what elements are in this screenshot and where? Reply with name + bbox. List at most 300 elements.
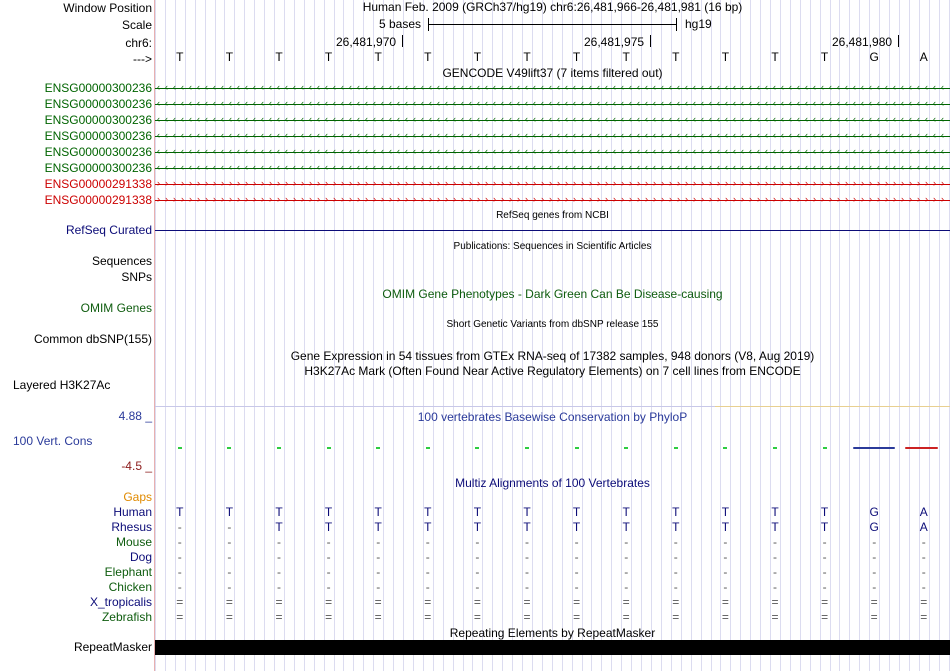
strand-chevron: ‹ <box>613 82 616 92</box>
strand-chevron: ‹ <box>917 82 920 92</box>
strand-chevron: ‹ <box>805 162 808 172</box>
strand-chevron: ‹ <box>197 146 200 156</box>
strand-chevron: ‹ <box>877 130 880 140</box>
strand-chevron: ‹ <box>333 146 336 156</box>
strand-chevron: ‹ <box>325 114 328 124</box>
strand-chevron: ‹ <box>245 146 248 156</box>
strand-chevron: › <box>829 178 832 188</box>
strand-chevron: ‹ <box>277 162 280 172</box>
strand-chevron: ‹ <box>877 82 880 92</box>
strand-chevron: › <box>413 194 416 204</box>
alignment-base: = <box>225 595 233 609</box>
strand-chevron: › <box>669 178 672 188</box>
alignment-base: = <box>821 610 829 624</box>
strand-chevron: › <box>269 178 272 188</box>
strand-chevron: ‹ <box>301 162 304 172</box>
strand-chevron: › <box>413 178 416 188</box>
strand-chevron: › <box>685 178 688 188</box>
alignment-base: = <box>523 595 531 609</box>
h3k27ac-track-title: H3K27Ac Mark (Often Found Near Active Regulatory Elements) on 7 cell lines from ENCODE <box>304 364 801 378</box>
alignment-base: T <box>672 505 680 519</box>
strand-chevron: ‹ <box>661 146 664 156</box>
sequence-base: T <box>424 50 432 64</box>
strand-chevron: ‹ <box>245 98 248 108</box>
strand-chevron: ‹ <box>693 146 696 156</box>
strand-chevron: › <box>837 194 840 204</box>
gtex-track-title: Gene Expression in 54 tissues from GTEx RNA-seq of 17382 samples, 948 donors (V8, Aug 2019) <box>290 349 815 363</box>
strand-chevron: ‹ <box>709 130 712 140</box>
strand-chevron: › <box>573 194 576 204</box>
gencode-item-label[interactable]: ENSG00000300236 <box>44 81 152 95</box>
strand-chevron: ‹ <box>773 82 776 92</box>
strand-chevron: › <box>501 178 504 188</box>
alignment-base: - <box>326 580 331 594</box>
strand-chevron: ‹ <box>685 162 688 172</box>
strand-chevron: ‹ <box>445 146 448 156</box>
strand-chevron: ‹ <box>669 130 672 140</box>
gencode-item-label[interactable]: ENSG00000300236 <box>44 145 152 159</box>
strand-chevron: ‹ <box>717 146 720 156</box>
strand-chevron: ‹ <box>885 162 888 172</box>
alignment-base: - <box>276 550 281 564</box>
alignment-base: - <box>177 565 182 579</box>
strand-chevron: ‹ <box>765 146 768 156</box>
strand-chevron: ‹ <box>453 146 456 156</box>
strand-chevron: › <box>533 194 536 204</box>
strand-chevron: ‹ <box>845 162 848 172</box>
conservation-track-label[interactable]: 100 Vert. Cons <box>13 434 93 448</box>
alignment-base: - <box>276 580 281 594</box>
gencode-item-label[interactable]: ENSG00000300236 <box>44 97 152 111</box>
alignment-base: - <box>177 580 182 594</box>
strand-chevron: ‹ <box>549 162 552 172</box>
strand-chevron: ‹ <box>917 114 920 124</box>
strand-chevron: › <box>893 194 896 204</box>
strand-chevron: ‹ <box>645 162 648 172</box>
strand-chevron: ‹ <box>829 98 832 108</box>
strand-chevron: ‹ <box>437 130 440 140</box>
strand-chevron: › <box>589 178 592 188</box>
strand-chevron: ‹ <box>629 130 632 140</box>
strand-chevron: ‹ <box>293 82 296 92</box>
strand-chevron: › <box>181 194 184 204</box>
strand-chevron: › <box>285 178 288 188</box>
strand-chevron: › <box>405 194 408 204</box>
strand-chevron: ‹ <box>573 162 576 172</box>
alignment-base: = <box>176 610 184 624</box>
conservation-track-title: 100 vertebrates Basewise Conservation by PhyloP <box>417 410 688 424</box>
alignment-base: - <box>772 535 777 549</box>
track-image-area[interactable] <box>155 0 950 671</box>
strand-chevron: ‹ <box>725 162 728 172</box>
strand-chevron: ‹ <box>189 114 192 124</box>
strand-chevron: ‹ <box>285 130 288 140</box>
strand-chevron: ‹ <box>805 82 808 92</box>
gencode-item-label[interactable]: ENSG00000300236 <box>44 113 152 127</box>
grid-line <box>949 0 950 671</box>
strand-chevron: ‹ <box>389 114 392 124</box>
strand-chevron: ‹ <box>773 114 776 124</box>
strand-chevron: ‹ <box>349 162 352 172</box>
strand-chevron: ‹ <box>421 146 424 156</box>
strand-chevron: ‹ <box>229 98 232 108</box>
strand-chevron: › <box>349 178 352 188</box>
strand-chevron: › <box>757 178 760 188</box>
strand-chevron: › <box>653 178 656 188</box>
strand-chevron: ‹ <box>813 82 816 92</box>
alignment-base: - <box>624 535 629 549</box>
strand-chevron: ‹ <box>917 98 920 108</box>
strand-chevron: › <box>317 194 320 204</box>
alignment-base: - <box>822 580 827 594</box>
strand-chevron: ‹ <box>157 98 160 108</box>
strand-chevron: ‹ <box>573 114 576 124</box>
dbsnp-track-label[interactable]: Common dbSNP(155) <box>33 332 152 346</box>
strand-chevron: ‹ <box>429 98 432 108</box>
strand-chevron: ‹ <box>309 162 312 172</box>
strand-chevron: ‹ <box>661 82 664 92</box>
strand-chevron: ‹ <box>749 146 752 156</box>
strand-chevron: ‹ <box>549 130 552 140</box>
alignment-base: - <box>673 535 678 549</box>
strand-chevron: ‹ <box>821 162 824 172</box>
strand-chevron: ‹ <box>501 130 504 140</box>
strand-chevron: › <box>221 178 224 188</box>
strand-chevron: ‹ <box>749 98 752 108</box>
strand-chevron: ‹ <box>477 130 480 140</box>
strand-chevron: › <box>589 194 592 204</box>
strand-chevron: ‹ <box>293 114 296 124</box>
strand-chevron: › <box>437 194 440 204</box>
strand-chevron: › <box>565 178 568 188</box>
species-label: Dog <box>129 550 152 564</box>
strand-chevron: ‹ <box>725 146 728 156</box>
strand-chevron: ‹ <box>581 162 584 172</box>
strand-chevron: ‹ <box>277 98 280 108</box>
strand-chevron: › <box>933 178 936 188</box>
strand-chevron: ‹ <box>589 114 592 124</box>
strand-chevron: › <box>909 178 912 188</box>
species-label: Chicken <box>108 580 152 594</box>
strand-chevron: ‹ <box>565 146 568 156</box>
strand-chevron: ‹ <box>797 146 800 156</box>
alignment-base: - <box>723 580 728 594</box>
repeatmasker-bar[interactable] <box>155 640 950 655</box>
strand-chevron: ‹ <box>245 82 248 92</box>
strand-chevron: ‹ <box>333 114 336 124</box>
strand-chevron: ‹ <box>485 146 488 156</box>
alignment-base: T <box>473 505 482 519</box>
alignment-base: = <box>721 610 729 624</box>
strand-chevron: ‹ <box>509 114 512 124</box>
strand-chevron: ‹ <box>205 114 208 124</box>
alignment-base: T <box>820 505 829 519</box>
strand-chevron: ‹ <box>853 146 856 156</box>
strand-chevron: ‹ <box>333 98 336 108</box>
strand-chevron: ‹ <box>397 114 400 124</box>
strand-chevron: ‹ <box>381 130 384 140</box>
strand-chevron: ‹ <box>197 130 200 140</box>
strand-chevron: ‹ <box>885 98 888 108</box>
strand-chevron: ‹ <box>165 114 168 124</box>
strand-chevron: › <box>357 178 360 188</box>
strand-chevron: ‹ <box>789 98 792 108</box>
strand-chevron: ‹ <box>685 114 688 124</box>
strand-chevron: › <box>213 178 216 188</box>
strand-chevron: ‹ <box>661 98 664 108</box>
strand-chevron: ‹ <box>357 114 360 124</box>
strand-chevron: ‹ <box>549 98 552 108</box>
strand-chevron: ‹ <box>773 130 776 140</box>
strand-chevron: ‹ <box>453 82 456 92</box>
strand-chevron: › <box>637 178 640 188</box>
strand-chevron: › <box>405 178 408 188</box>
strand-chevron: ‹ <box>645 146 648 156</box>
strand-chevron: ‹ <box>405 98 408 108</box>
strand-chevron: › <box>909 194 912 204</box>
strand-chevron: ‹ <box>925 98 928 108</box>
strand-chevron: ‹ <box>445 130 448 140</box>
strand-chevron: ‹ <box>861 82 864 92</box>
strand-chevron: ‹ <box>789 82 792 92</box>
strand-chevron: ‹ <box>637 82 640 92</box>
strand-chevron: ‹ <box>269 98 272 108</box>
strand-chevron: ‹ <box>461 130 464 140</box>
strand-chevron: ‹ <box>293 98 296 108</box>
strand-chevron: ‹ <box>277 82 280 92</box>
strand-chevron: ‹ <box>861 98 864 108</box>
strand-chevron: ‹ <box>749 162 752 172</box>
strand-chevron: › <box>309 194 312 204</box>
strand-chevron: › <box>661 194 664 204</box>
strand-chevron: ‹ <box>157 82 160 92</box>
strand-chevron: ‹ <box>237 162 240 172</box>
strand-chevron: ‹ <box>261 82 264 92</box>
gencode-item-label[interactable]: ENSG00000300236 <box>44 129 152 143</box>
strand-chevron: › <box>701 178 704 188</box>
strand-chevron: › <box>229 178 232 188</box>
refseq-gene-line[interactable] <box>155 230 950 231</box>
gencode-item-label[interactable]: ENSG00000291338 <box>44 193 152 207</box>
strand-chevron: ‹ <box>757 146 760 156</box>
alignment-base: - <box>475 535 480 549</box>
alignment-base: T <box>374 505 382 519</box>
alignment-base: = <box>275 610 283 624</box>
strand-chevron: › <box>205 178 208 188</box>
strand-chevron: ‹ <box>821 82 824 92</box>
cons-max-label: 4.88 _ <box>118 409 152 423</box>
strand-chevron: ‹ <box>221 146 224 156</box>
alignment-base: - <box>177 520 182 534</box>
alignment-base: - <box>276 535 281 549</box>
strand-chevron: › <box>645 178 648 188</box>
strand-chevron: ‹ <box>693 98 696 108</box>
strand-chevron: ‹ <box>645 82 648 92</box>
strand-chevron: ‹ <box>597 114 600 124</box>
gencode-item-label[interactable]: ENSG00000291338 <box>44 177 152 191</box>
alignment-base: = <box>325 610 333 624</box>
strand-chevron: ‹ <box>301 114 304 124</box>
strand-chevron: ‹ <box>517 82 520 92</box>
alignment-base: = <box>176 595 184 609</box>
strand-chevron: ‹ <box>773 162 776 172</box>
strand-chevron: ‹ <box>469 98 472 108</box>
strand-chevron: ‹ <box>301 98 304 108</box>
strand-chevron: ‹ <box>789 130 792 140</box>
strand-chevron: ‹ <box>573 130 576 140</box>
strand-chevron: ‹ <box>461 114 464 124</box>
strand-chevron: ‹ <box>717 130 720 140</box>
h3k27ac-track-label[interactable]: Layered H3K27Ac <box>13 378 111 392</box>
strand-chevron: ‹ <box>429 82 432 92</box>
strand-chevron: › <box>701 194 704 204</box>
alignment-base: = <box>721 595 729 609</box>
strand-chevron: › <box>349 194 352 204</box>
strand-chevron: ‹ <box>885 82 888 92</box>
strand-chevron: › <box>381 194 384 204</box>
strand-chevron: › <box>765 194 768 204</box>
strand-chevron: ‹ <box>501 98 504 108</box>
strand-chevron: ‹ <box>589 98 592 108</box>
alignment-base: = <box>622 595 630 609</box>
strand-chevron: › <box>581 178 584 188</box>
alignment-base: - <box>425 580 430 594</box>
strand-chevron: › <box>741 194 744 204</box>
publications-track-label[interactable]: Sequences <box>91 254 152 268</box>
strand-chevron: ‹ <box>477 98 480 108</box>
strand-chevron: ‹ <box>597 146 600 156</box>
repeatmasker-track-label[interactable]: RepeatMasker <box>73 640 152 654</box>
strand-chevron: ‹ <box>693 114 696 124</box>
strand-chevron: ‹ <box>205 162 208 172</box>
alignment-base: - <box>524 535 529 549</box>
strand-chevron: ‹ <box>365 146 368 156</box>
strand-chevron: ‹ <box>621 146 624 156</box>
strand-chevron: ‹ <box>421 98 424 108</box>
strand-chevron: ‹ <box>493 98 496 108</box>
strand-chevron: ‹ <box>821 130 824 140</box>
cons-min-label: -4.5 _ <box>121 459 152 473</box>
strand-chevron: ‹ <box>549 114 552 124</box>
snps-track-label[interactable]: SNPs <box>121 270 152 284</box>
strand-chevron: › <box>197 194 200 204</box>
alignment-base: - <box>475 565 480 579</box>
omim-track-label[interactable]: OMIM Genes <box>80 301 152 315</box>
sequence-arrow-label: ---> <box>133 52 152 66</box>
conservation-peak <box>905 447 938 449</box>
strand-chevron: ‹ <box>485 130 488 140</box>
strand-chevron: ‹ <box>373 98 376 108</box>
strand-chevron: ‹ <box>909 98 912 108</box>
strand-chevron: ‹ <box>189 130 192 140</box>
species-label: Mouse <box>115 535 152 549</box>
strand-chevron: › <box>877 194 880 204</box>
strand-chevron: › <box>325 178 328 188</box>
strand-chevron: ‹ <box>941 162 944 172</box>
strand-chevron: ‹ <box>941 130 944 140</box>
strand-chevron: › <box>421 178 424 188</box>
strand-chevron: ‹ <box>453 162 456 172</box>
strand-chevron: ‹ <box>685 130 688 140</box>
strand-chevron: ‹ <box>877 162 880 172</box>
alignment-base: = <box>672 595 680 609</box>
sequence-base: T <box>771 50 779 64</box>
strand-chevron: ‹ <box>341 162 344 172</box>
strand-chevron: ‹ <box>509 146 512 156</box>
strand-chevron: › <box>541 194 544 204</box>
strand-chevron: › <box>645 194 648 204</box>
alignment-base: = <box>573 610 581 624</box>
strand-chevron: ‹ <box>621 82 624 92</box>
strand-chevron: ‹ <box>765 82 768 92</box>
strand-chevron: ‹ <box>637 146 640 156</box>
strand-chevron: ‹ <box>781 130 784 140</box>
strand-chevron: › <box>693 194 696 204</box>
strand-chevron: › <box>445 178 448 188</box>
strand-chevron: ‹ <box>221 130 224 140</box>
alignment-base: = <box>771 610 779 624</box>
strand-chevron: ‹ <box>909 114 912 124</box>
repeatmasker-track-title: Repeating Elements by RepeatMasker <box>449 626 656 640</box>
strand-chevron: ‹ <box>765 130 768 140</box>
strand-chevron: ‹ <box>701 98 704 108</box>
strand-chevron: ‹ <box>293 146 296 156</box>
strand-chevron: ‹ <box>805 146 808 156</box>
alignment-base: - <box>227 565 232 579</box>
sequence-base: T <box>473 50 482 64</box>
strand-chevron: ‹ <box>637 130 640 140</box>
strand-chevron: › <box>821 194 824 204</box>
strand-chevron: ‹ <box>157 146 160 156</box>
strand-chevron: › <box>749 178 752 188</box>
strand-chevron: › <box>277 194 280 204</box>
strand-chevron: ‹ <box>397 130 400 140</box>
strand-chevron: ‹ <box>349 82 352 92</box>
refseq-track-label[interactable]: RefSeq Curated <box>65 223 152 237</box>
strand-chevron: ‹ <box>797 130 800 140</box>
strand-chevron: ‹ <box>165 146 168 156</box>
strand-chevron: ‹ <box>757 130 760 140</box>
strand-chevron: ‹ <box>413 130 416 140</box>
strand-chevron: › <box>853 178 856 188</box>
strand-chevron: ‹ <box>565 114 568 124</box>
alignment-base: - <box>227 520 232 534</box>
strand-chevron: › <box>445 194 448 204</box>
strand-chevron: ‹ <box>901 130 904 140</box>
strand-chevron: › <box>165 194 168 204</box>
alignment-base: T <box>424 505 432 519</box>
gencode-item-label[interactable]: ENSG00000300236 <box>44 161 152 175</box>
strand-chevron: › <box>509 194 512 204</box>
strand-chevron: ‹ <box>589 130 592 140</box>
strand-chevron: › <box>725 178 728 188</box>
strand-chevron: ‹ <box>885 114 888 124</box>
strand-chevron: ‹ <box>205 98 208 108</box>
strand-chevron: › <box>173 194 176 204</box>
strand-chevron: ‹ <box>477 114 480 124</box>
strand-chevron: ‹ <box>677 130 680 140</box>
strand-chevron: ‹ <box>925 114 928 124</box>
strand-chevron: ‹ <box>389 130 392 140</box>
strand-chevron: ‹ <box>349 146 352 156</box>
strand-chevron: ‹ <box>581 130 584 140</box>
strand-chevron: ‹ <box>397 98 400 108</box>
alignment-base: - <box>574 550 579 564</box>
strand-chevron: ‹ <box>557 146 560 156</box>
strand-chevron: ‹ <box>533 98 536 108</box>
strand-chevron: ‹ <box>941 98 944 108</box>
strand-chevron: ‹ <box>461 82 464 92</box>
